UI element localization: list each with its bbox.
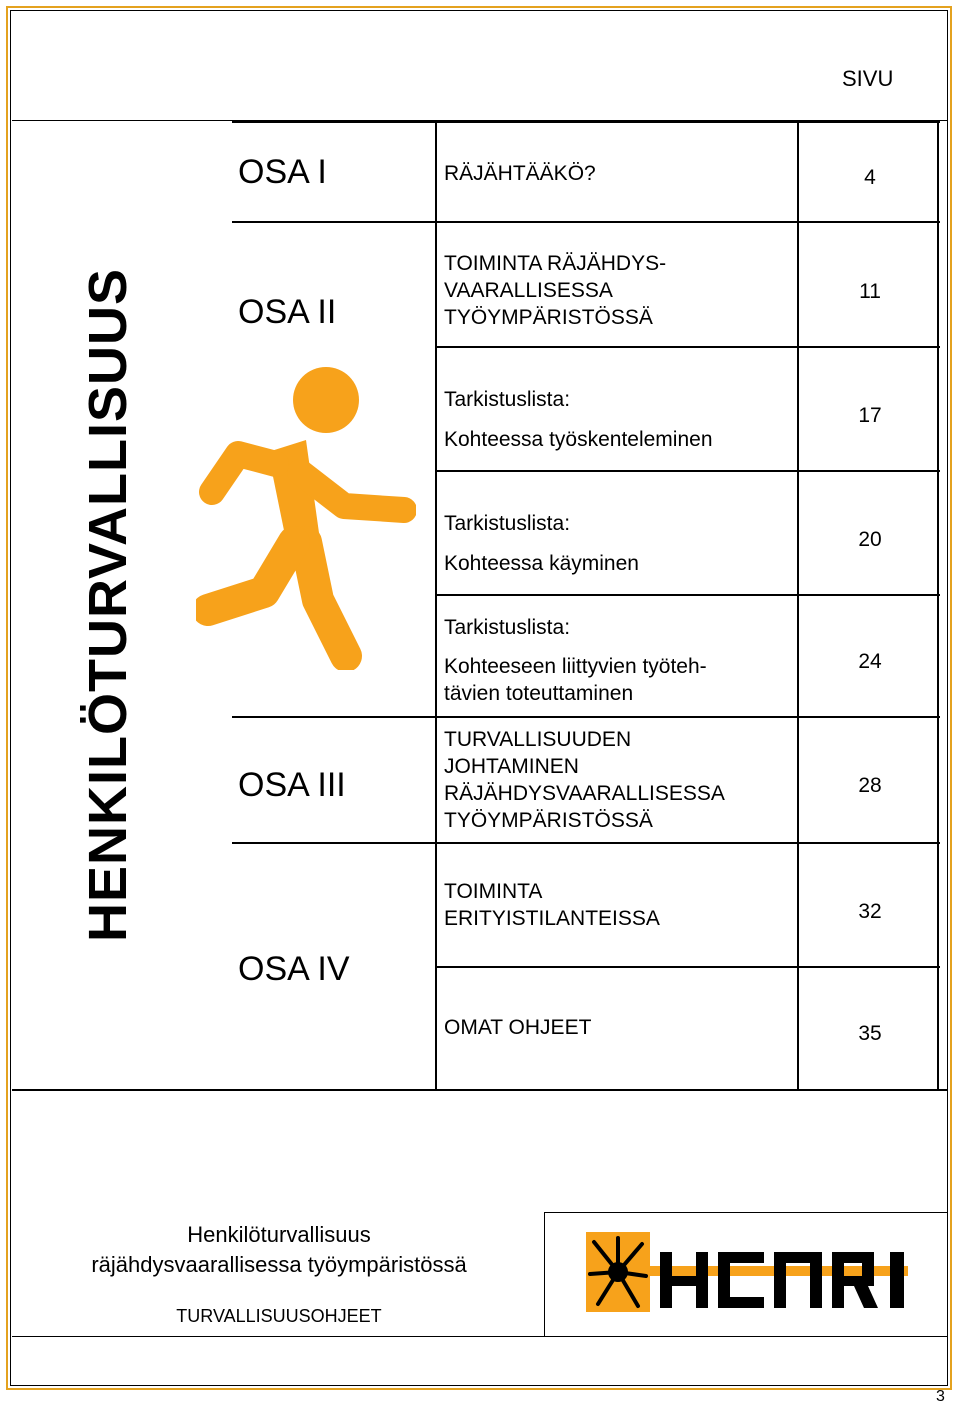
row-rule	[232, 842, 940, 844]
row-rule	[436, 346, 940, 348]
toc-entry[interactable]	[444, 160, 596, 187]
toc-entry-line: Kohteessa käyminen	[444, 552, 639, 575]
toc-page-number: 24	[858, 650, 882, 673]
page-column-label: SIVU	[842, 66, 894, 91]
toc-entry[interactable]	[444, 504, 639, 584]
toc-page-number: 28	[858, 774, 882, 797]
row-rule	[436, 966, 940, 968]
toc-entry[interactable]	[444, 250, 666, 331]
toc-entry-line: Kohteeseen liittyvien työteh-	[444, 655, 707, 678]
toc-entry-line: TOIMINTA	[444, 880, 543, 903]
henri-logo	[586, 1232, 910, 1312]
toc-entry-line: JOHTAMINEN	[444, 755, 579, 778]
toc-entry-line: OMAT OHJEET	[444, 1016, 592, 1039]
toc-page-number: 11	[859, 280, 881, 303]
column-divider-right	[797, 121, 799, 1091]
part-label-3: OSA III	[238, 766, 346, 804]
footer-rule	[544, 1212, 948, 1213]
toc-entry-line: RÄJÄHDYSVAARALLISESSA	[444, 782, 725, 805]
toc-entry-line: Tarkistuslista:	[444, 616, 571, 639]
toc-entry[interactable]	[444, 878, 660, 932]
part-label-4: OSA IV	[238, 950, 350, 988]
walking-person-icon	[196, 360, 416, 670]
toc-entry-line: TOIMINTA RÄJÄHDYS-	[444, 252, 667, 275]
toc-page-number: 32	[858, 900, 882, 923]
toc-entry[interactable]	[444, 614, 707, 707]
row-rule	[436, 594, 940, 596]
toc-entry[interactable]	[444, 726, 725, 834]
toc-entry-line: Kohteessa työskenteleminen	[444, 428, 713, 451]
row-rule	[232, 716, 940, 718]
footer-title	[14, 1220, 544, 1280]
part-label-1: OSA I	[238, 153, 327, 191]
toc-entry-line: VAARALLISESSA	[444, 279, 613, 302]
toc-entry-line: TYÖYMPÄRISTÖSSÄ	[444, 809, 653, 832]
toc-page-number: 35	[858, 1022, 882, 1045]
row-rule	[232, 221, 940, 223]
footer-title-line: räjähdysvaarallisessa työympäristössä	[91, 1252, 467, 1277]
toc-entry-line: tävien toteuttaminen	[444, 682, 634, 705]
footer-rule	[12, 1336, 948, 1337]
toc-page-number: 17	[858, 404, 882, 427]
toc-entry-line: ERITYISTILANTEISSA	[444, 907, 660, 930]
footer-divider	[544, 1212, 545, 1336]
table-top-rule	[232, 121, 940, 123]
footer-title-line: Henkilöturvallisuus	[187, 1222, 371, 1247]
toc-entry-line: RÄJÄHTÄÄKÖ?	[444, 162, 596, 185]
page-number: 3	[936, 1388, 945, 1405]
toc-entry-line: Tarkistuslista:	[444, 388, 571, 411]
toc-page-number: 20	[858, 528, 882, 551]
table-bottom-rule	[12, 1089, 948, 1091]
toc-page-number: 4	[864, 166, 876, 189]
toc-entry-line: TURVALLISUUDEN	[444, 728, 632, 751]
toc-entry-line: TYÖYMPÄRISTÖSSÄ	[444, 306, 653, 329]
column-divider-left	[435, 121, 437, 1091]
part-label-2: OSA II	[238, 293, 337, 331]
side-title: HENKILÖTURVALLISUUS	[78, 267, 138, 943]
row-rule	[436, 470, 940, 472]
toc-entry-line: Tarkistuslista:	[444, 512, 571, 535]
footer-subtitle: TURVALLISUUSOHJEET	[176, 1306, 382, 1326]
toc-entry[interactable]	[444, 380, 713, 460]
toc-entry[interactable]	[444, 1014, 591, 1041]
table-right-rule	[937, 121, 939, 1091]
